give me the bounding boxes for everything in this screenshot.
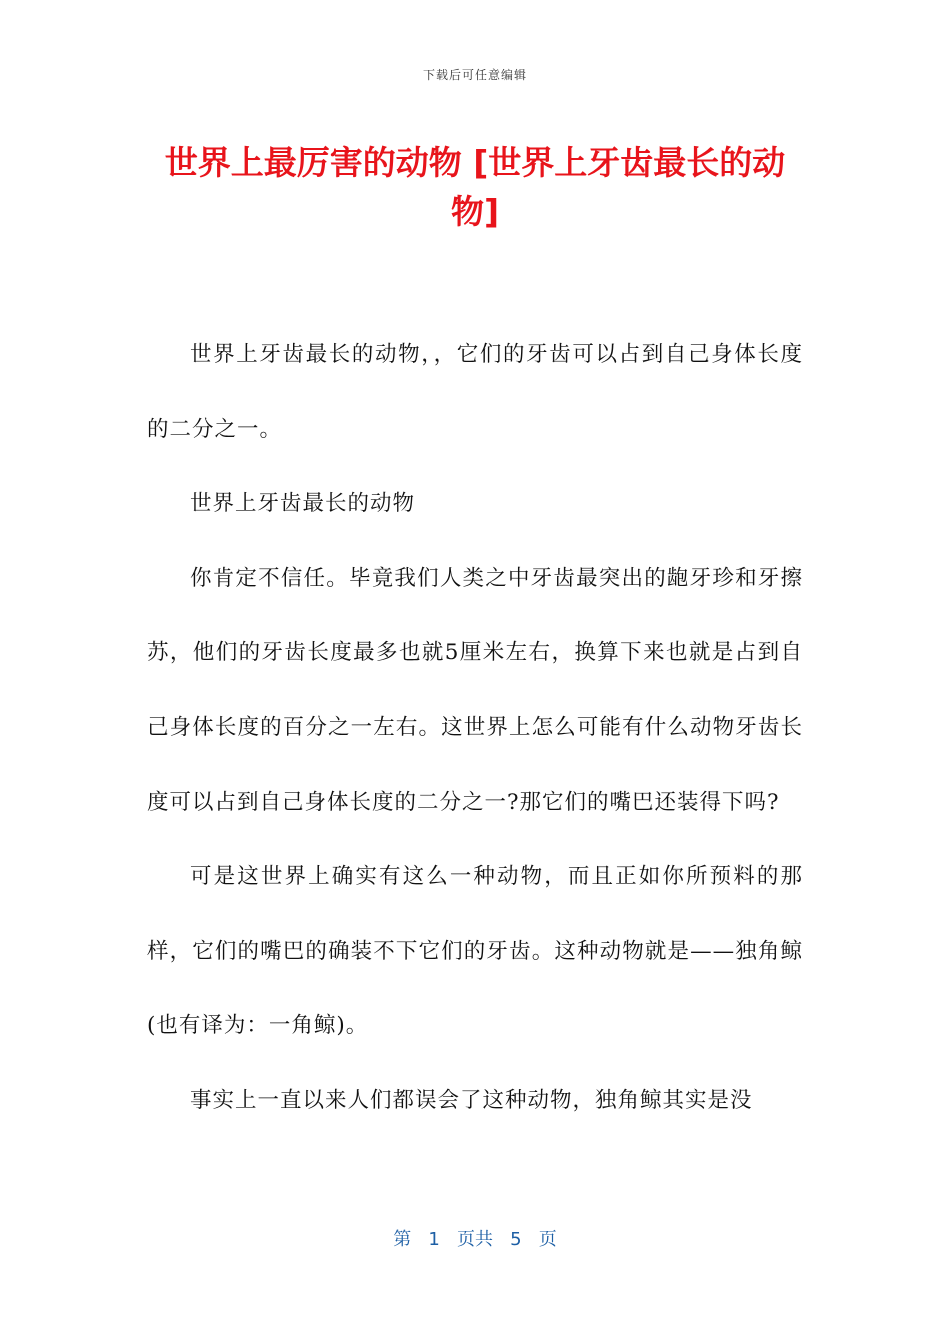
total-pages-number: 5	[510, 1229, 522, 1250]
footer-prefix: 第	[393, 1229, 412, 1250]
document-title: 世界上最厉害的动物 [世界上牙齿最长的动物]	[164, 143, 786, 231]
document-body	[147, 318, 803, 1139]
footer-suffix: 页	[538, 1229, 557, 1250]
paragraph: 事实上一直以来人们都误会了这种动物，独角鲸其实是没	[190, 1087, 753, 1113]
header-note: 下载后可任意编辑	[422, 68, 527, 82]
paragraph: 世界上牙齿最长的动物	[190, 491, 416, 517]
footer-middle: 页共	[457, 1229, 493, 1250]
paragraph: 你肯定不信任。毕竟我们人类之中牙齿最突出的龅牙珍和牙擦苏，他们的牙齿长度最多也就5厘米左右，换算下来也就是占到自己身体长度的百分之一左右。这世界上怎么可能有什么动物牙齿长度可以占到自己身体长度的二分之一?那它们的嘴巴还装得下吗?	[147, 565, 803, 815]
page-footer	[0, 1225, 950, 1251]
paragraph: 可是这世界上确实有这么一种动物，而且正如你所预料的那样，它们的嘴巴的确装不下它们的牙齿。这种动物就是——独角鲸(也有译为：一角鲸)。	[147, 864, 803, 1039]
paragraph: 世界上牙齿最长的动物，，它们的牙齿可以占到自己身体长度的二分之一。	[147, 342, 803, 442]
current-page-number: 1	[428, 1229, 440, 1250]
